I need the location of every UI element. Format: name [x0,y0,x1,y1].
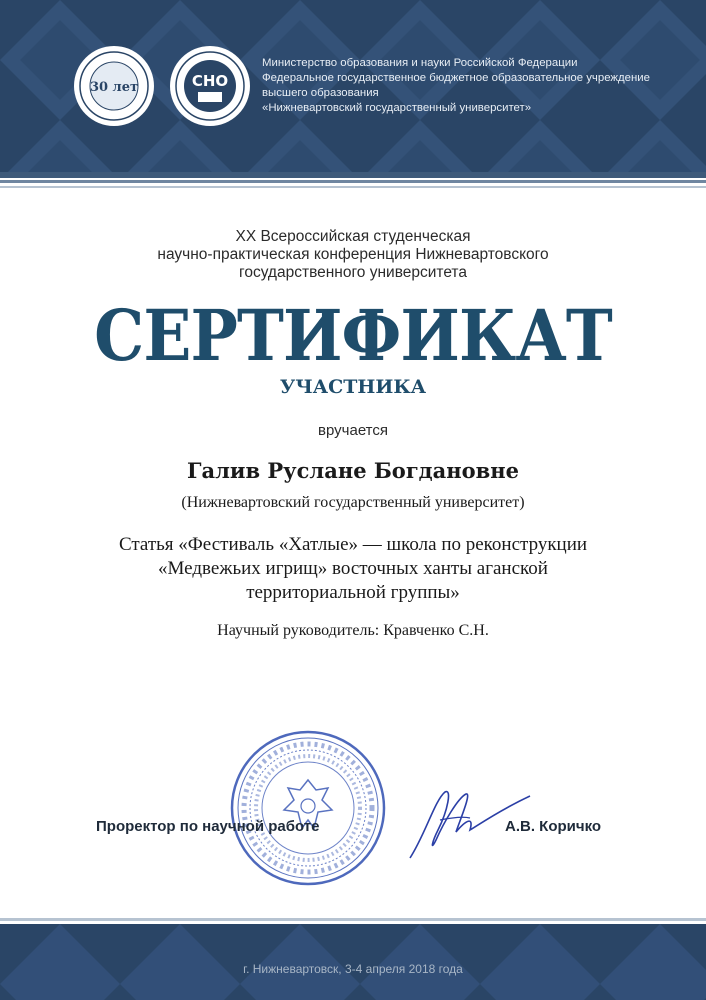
student-society-logo [168,44,252,128]
conference-line: научно-практическая конференция Нижневартовского [157,246,549,263]
scientific-advisor: Научный руководитель: Кравченко С.Н. [217,622,489,639]
conference-line: XX Всероссийская студенческая [235,228,471,245]
svg-text:30 лет: 30 лет [89,80,139,95]
footer-location-date: г. Нижневартовск, 3-4 апреля 2018 года [243,962,463,976]
certificate-subtitle: УЧАСТНИКА [279,376,427,398]
article-title [0,533,706,605]
awarded-label: вручается [318,422,388,439]
ministry-line: Федеральное государственное бюджетное образовательное учреждение [262,72,650,84]
certificate-title: СЕРТИФИКАТ [94,294,612,377]
conference-name [0,228,706,282]
official-seal-icon [228,728,388,888]
header-stripe [0,180,706,183]
header-stripe [0,172,706,178]
article-line: Статья «Фестиваль «Хатлые» — школа по реконструкции [118,534,588,555]
signatory-name: А.В. Коричко [505,818,602,835]
signatory-position: Проректор по научной работе [96,818,320,835]
ministry-text [262,56,682,116]
header-band [0,0,706,172]
ministry-line: Министерство образования и науки Российской Федерации [262,57,578,69]
conference-line: государственного университета [239,264,467,281]
footer-band [0,924,706,1000]
article-line: «Медвежьих игрищ» восточных ханты аганской [158,558,548,579]
header-stripe [0,186,706,188]
ministry-line: «Нижневартовский государственный университет» [262,102,532,114]
ministry-line: высшего образования [262,87,379,99]
svg-text:СНО: СНО [191,72,229,90]
article-line: территориальной группы» [246,582,460,603]
recipient-university: (Нижневартовский государственный университет) [181,494,525,511]
footer-stripe [0,918,706,921]
recipient-name: Галив Руслане Богдановне [187,458,519,483]
anniversary-logo [72,44,156,128]
